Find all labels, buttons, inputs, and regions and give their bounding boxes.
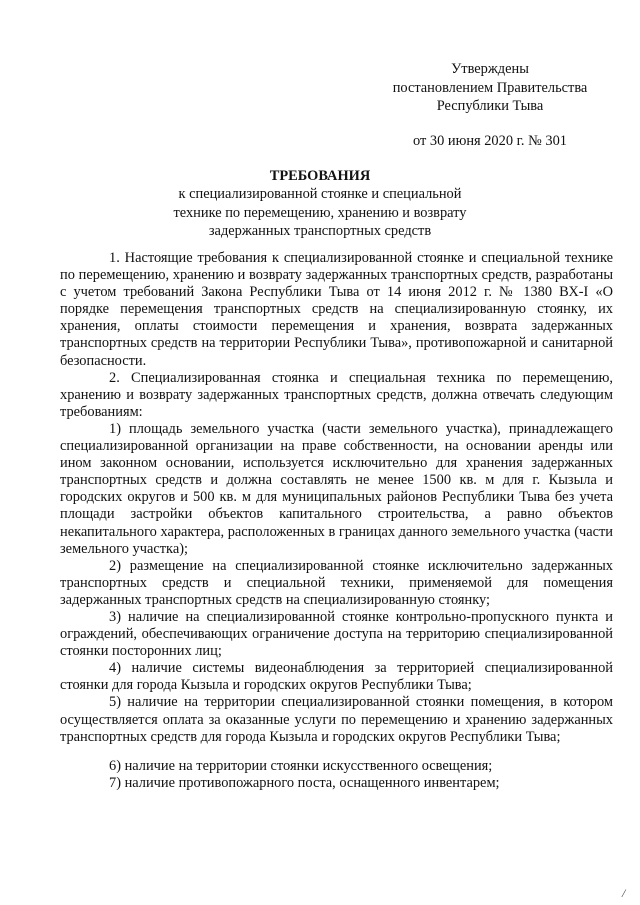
paragraph-1: 1. Настоящие требования к специализированной стоянке и специальной технике по перемещению, хранению и возврату задержанных транспортных средств, разработаны с учетом требований Закона Республики Тыва от 14 июня 2012 г. № 1380 ВХ-I «О порядке перемещения транспортных средств на специализированную стоянку, их хранения, оплаты стоимости перемещения и хранения, возврата задержанных транспортных средств на территории Республики Тыва», противопожарной и санитарной безопасности. [60, 250, 613, 369]
subtitle-line-2: технике по перемещению, хранению и возврату [173, 204, 467, 221]
approval-block [378, 60, 602, 150]
requirement-item-2: 2) размещение на специализированной стоянке исключительно задержанных транспортных средств и специальной техники, применяемой для помещения задержанных транспортных средств на специализированную стоянку; [60, 557, 613, 608]
document-body [60, 250, 613, 792]
approval-line-3: Республики Тыва [436, 98, 544, 115]
document-subtitle [120, 185, 520, 241]
page-mark: / [622, 886, 626, 900]
requirement-item-4: 4) наличие системы видеонаблюдения за территорией специализированной стоянки для города Кызыла и городских округов Республики Тыва; [60, 660, 613, 694]
approval-line-1: Утверждены [451, 61, 529, 77]
requirement-item-1: 1) площадь земельного участка (части земельного участка), принадлежащего специализированной организации на праве собственности, на основании аренды или ином законном основании, используется исключительно для хранения задержанных транспортных средств и должна составлять не менее 1500 кв. м для г. Кызыла и городских округов и 500 кв. м для муниципальных районов Республики Тыва без учета площади застройки объектов капитального строительства, а равно объектов некапитального характера, расположенных в границах данного земельного участка (части земельного участка); [60, 420, 613, 557]
approval-date: от 30 июня 2020 г. № 301 [412, 132, 568, 149]
requirement-item-3: 3) наличие на специализированной стоянке контрольно-пропускного пункта и ограждений, обеспечивающих ограничение доступа на территорию специализированной стоянки посторонних лиц; [60, 608, 613, 660]
subtitle-line-1: к специализированной стоянке и специальной [178, 186, 462, 202]
requirement-item-7: 7) наличие противопожарного поста, оснащенного инвентарем; [109, 774, 500, 791]
paragraph-2: 2. Специализированная стоянка и специальная техника по перемещению, хранению и возврату задержанных транспортных средств, должна отвечать следующим требованиям: [60, 369, 613, 420]
document-title: ТРЕБОВАНИЯ [269, 168, 371, 184]
subtitle-line-3: задержанных транспортных средств [208, 223, 432, 240]
requirement-item-6: 6) наличие на территории стоянки искусственного освещения; [109, 757, 493, 774]
approval-line-2: постановлением Правительства [392, 79, 588, 96]
requirement-item-5: 5) наличие на территории специализированной стоянки помещения, в котором осуществляется оплата за оказанные услуги по перемещению и хранению задержанных транспортных средств для города Кызыла и городских округов Республики Тыва; [60, 694, 613, 745]
